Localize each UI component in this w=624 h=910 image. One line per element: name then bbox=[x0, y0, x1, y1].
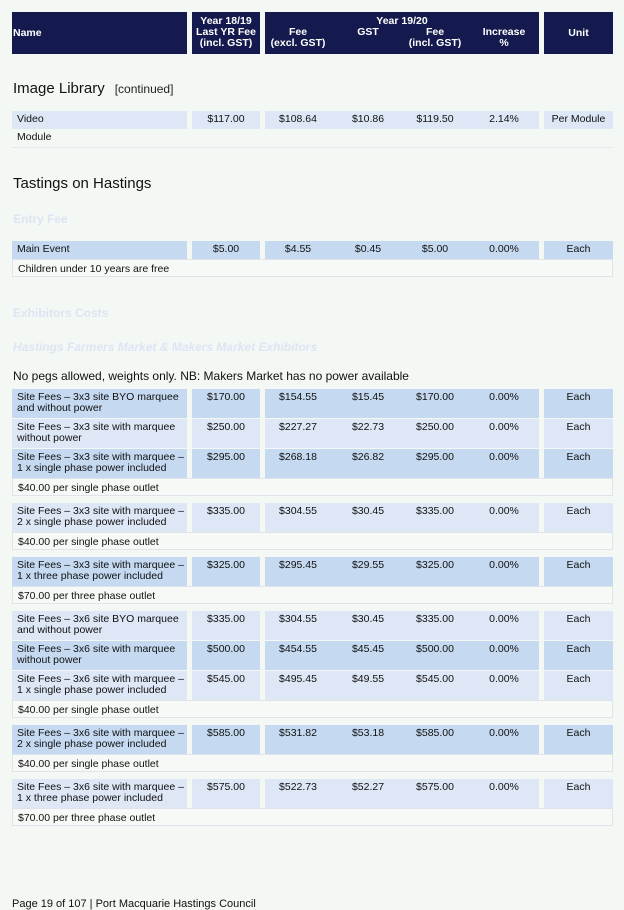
row-name-line: 2 x single phase power included bbox=[17, 516, 167, 528]
row-fee-excl: $268.18 bbox=[279, 451, 317, 463]
row-fee-incl: $545.00 bbox=[416, 673, 454, 685]
header-last-year-3: (incl. GST) bbox=[199, 37, 253, 49]
row-increase: 0.00% bbox=[489, 559, 519, 571]
row-gst: $0.45 bbox=[354, 243, 382, 255]
header-year-group bbox=[265, 12, 539, 54]
fee-row bbox=[12, 557, 613, 586]
row-gst: $30.45 bbox=[351, 613, 385, 625]
row-increase: 0.00% bbox=[489, 727, 519, 739]
row-note-text: $70.00 per three phase outlet bbox=[18, 590, 156, 602]
row-gst: $26.82 bbox=[351, 451, 385, 463]
row-unit: Each bbox=[566, 451, 591, 463]
row-note bbox=[12, 754, 613, 772]
row-name-line: Module bbox=[17, 131, 52, 143]
row-fee-excl: $304.55 bbox=[279, 505, 317, 517]
row-fee-excl: $454.55 bbox=[279, 643, 317, 655]
header-fee-excl-2: (excl. GST) bbox=[270, 37, 326, 49]
row-name-line: 1 x single phase power included bbox=[17, 684, 167, 696]
row-increase: 0.00% bbox=[489, 613, 519, 625]
row-note-text: Children under 10 years are free bbox=[18, 263, 170, 275]
farmers-market-heading: Hastings Farmers Market & Makers Market Exhibitors bbox=[13, 340, 318, 354]
exhibitors-costs-heading: Exhibitors Costs bbox=[13, 306, 109, 320]
entry-fee-heading: Entry Fee bbox=[13, 212, 68, 226]
row-name-line: Site Fees – 3x3 site with marquee – bbox=[17, 451, 184, 463]
row-name-line: Site Fees – 3x6 site with marquee – bbox=[17, 673, 184, 685]
row-note bbox=[12, 478, 613, 496]
row-unit: Each bbox=[566, 613, 591, 625]
row-fee-incl: $5.00 bbox=[421, 243, 449, 255]
row-name-line: Site Fees – 3x3 site with marquee – bbox=[17, 559, 184, 571]
row-note bbox=[12, 700, 613, 718]
row-fee-incl: $585.00 bbox=[416, 727, 454, 739]
row-unit: Per Module bbox=[551, 113, 606, 125]
row-note-text: $40.00 per single phase outlet bbox=[18, 482, 159, 494]
row-note-text: $40.00 per single phase outlet bbox=[18, 536, 159, 548]
header-fee-incl-1: Fee bbox=[425, 26, 445, 38]
header-name-col bbox=[12, 12, 187, 54]
fee-row bbox=[12, 671, 613, 700]
row-gst: $52.27 bbox=[351, 781, 385, 793]
row-name-line: Site Fees – 3x6 site with marquee – bbox=[17, 727, 184, 739]
row-note-text: $40.00 per single phase outlet bbox=[18, 758, 159, 770]
row-fee-incl: $335.00 bbox=[416, 613, 454, 625]
row-gst: $45.45 bbox=[351, 643, 385, 655]
row-name-line: Site Fees – 3x6 site with marquee – bbox=[17, 781, 184, 793]
row-name-line: Main Event bbox=[17, 243, 70, 255]
row-fee-incl: $170.00 bbox=[416, 391, 454, 403]
row-name-line: 1 x three phase power included bbox=[17, 792, 163, 804]
row-fee-incl: $335.00 bbox=[416, 505, 454, 517]
row-unit: Each bbox=[566, 643, 591, 655]
header-unit: Unit bbox=[568, 27, 589, 39]
row-fee-incl: $325.00 bbox=[416, 559, 454, 571]
section-title-tastings: Tastings on Hastings bbox=[13, 175, 152, 192]
row-unit: Each bbox=[566, 781, 591, 793]
row-increase: 0.00% bbox=[489, 391, 519, 403]
fee-row bbox=[12, 503, 613, 532]
row-increase: 0.00% bbox=[489, 643, 519, 655]
row-name-line: 1 x three phase power included bbox=[17, 570, 163, 582]
row-unit: Each bbox=[566, 391, 591, 403]
row-divider bbox=[12, 147, 613, 148]
row-gst: $22.73 bbox=[351, 421, 385, 433]
row-gst: $29.55 bbox=[351, 559, 385, 571]
row-gst: $49.55 bbox=[351, 673, 385, 685]
row-name-line: and without power bbox=[17, 402, 103, 414]
header-fee-incl-2: (incl. GST) bbox=[408, 37, 462, 49]
header-year-group-label: Year 19/20 bbox=[376, 15, 428, 27]
fee-row bbox=[12, 779, 613, 808]
row-last-year-fee: $545.00 bbox=[207, 673, 245, 685]
row-unit: Each bbox=[566, 421, 591, 433]
row-note-text: $70.00 per three phase outlet bbox=[18, 812, 156, 824]
row-unit: Each bbox=[566, 505, 591, 517]
fee-row bbox=[12, 725, 613, 754]
row-fee-incl: $250.00 bbox=[416, 421, 454, 433]
row-last-year-fee: $585.00 bbox=[207, 727, 245, 739]
header-last-year-2: Last YR Fee bbox=[196, 26, 256, 38]
fee-row bbox=[12, 111, 613, 143]
fee-row bbox=[12, 389, 613, 418]
row-fee-excl: $304.55 bbox=[279, 613, 317, 625]
fee-row bbox=[12, 419, 613, 448]
row-last-year-fee: $575.00 bbox=[207, 781, 245, 793]
row-name-line: and without power bbox=[17, 624, 103, 636]
fee-row bbox=[12, 449, 613, 478]
row-name-line: 1 x single phase power included bbox=[17, 462, 167, 474]
row-fee-excl: $531.82 bbox=[279, 727, 317, 739]
header-last-year-col bbox=[192, 12, 260, 54]
row-gst: $15.45 bbox=[351, 391, 385, 403]
row-increase: 0.00% bbox=[489, 673, 519, 685]
row-last-year-fee: $295.00 bbox=[207, 451, 245, 463]
image-library-subtitle: [continued] bbox=[114, 82, 174, 96]
header-last-year-1: Year 18/19 bbox=[200, 15, 252, 27]
header-increase-1: Increase bbox=[482, 26, 526, 38]
row-name-line: Site Fees – 3x3 site BYO marquee bbox=[17, 391, 179, 403]
row-name-line: Video bbox=[17, 113, 44, 125]
row-fee-incl: $119.50 bbox=[416, 113, 454, 125]
row-fee-excl: $227.27 bbox=[279, 421, 317, 433]
farmers-market-note: No pegs allowed, weights only. NB: Makers Market has no power available bbox=[13, 369, 409, 383]
row-note bbox=[12, 808, 613, 826]
header-fee-excl-1: Fee bbox=[288, 26, 308, 38]
row-increase: 0.00% bbox=[489, 781, 519, 793]
row-increase: 0.00% bbox=[489, 451, 519, 463]
row-last-year-fee: $117.00 bbox=[207, 113, 245, 125]
row-fee-excl: $522.73 bbox=[279, 781, 317, 793]
row-last-year-fee: $335.00 bbox=[207, 505, 245, 517]
row-fee-incl: $575.00 bbox=[416, 781, 454, 793]
row-unit: Each bbox=[566, 673, 591, 685]
row-last-year-fee: $250.00 bbox=[207, 421, 245, 433]
header-unit-col bbox=[544, 12, 613, 54]
row-fee-incl: $500.00 bbox=[416, 643, 454, 655]
fee-row bbox=[12, 241, 613, 259]
row-unit: Each bbox=[566, 243, 591, 255]
row-name-line: without power bbox=[17, 432, 82, 444]
row-gst: $30.45 bbox=[351, 505, 385, 517]
row-increase: 0.00% bbox=[489, 243, 519, 255]
image-library-title: Image Library bbox=[13, 80, 105, 97]
row-name-line: without power bbox=[17, 654, 82, 666]
row-fee-incl: $295.00 bbox=[416, 451, 454, 463]
row-gst: $10.86 bbox=[351, 113, 385, 125]
row-name-line: Site Fees – 3x6 site with marquee bbox=[17, 643, 176, 655]
row-last-year-fee: $5.00 bbox=[212, 243, 240, 255]
row-increase: 0.00% bbox=[489, 421, 519, 433]
row-unit: Each bbox=[566, 559, 591, 571]
row-increase: 0.00% bbox=[489, 505, 519, 517]
row-name-line: Site Fees – 3x3 site with marquee – bbox=[17, 505, 184, 517]
row-fee-excl: $4.55 bbox=[284, 243, 312, 255]
header-gst: GST bbox=[357, 26, 379, 38]
header-increase-2: % bbox=[499, 37, 509, 49]
row-note bbox=[12, 259, 613, 277]
row-note-text: $40.00 per single phase outlet bbox=[18, 704, 159, 716]
page-footer: Page 19 of 107 | Port Macquarie Hastings Council bbox=[12, 898, 256, 910]
row-last-year-fee: $325.00 bbox=[207, 559, 245, 571]
row-note bbox=[12, 532, 613, 550]
row-name-line: Site Fees – 3x6 site BYO marquee bbox=[17, 613, 179, 625]
row-increase: 2.14% bbox=[489, 113, 519, 125]
fee-row bbox=[12, 641, 613, 670]
row-last-year-fee: $170.00 bbox=[207, 391, 245, 403]
row-last-year-fee: $335.00 bbox=[207, 613, 245, 625]
row-fee-excl: $154.55 bbox=[279, 391, 317, 403]
row-gst: $53.18 bbox=[351, 727, 385, 739]
section-title-image-library bbox=[13, 80, 173, 97]
row-fee-excl: $295.45 bbox=[279, 559, 317, 571]
row-unit: Each bbox=[566, 727, 591, 739]
row-fee-excl: $495.45 bbox=[279, 673, 317, 685]
row-note bbox=[12, 586, 613, 604]
header-name: Name bbox=[13, 27, 42, 39]
row-last-year-fee: $500.00 bbox=[207, 643, 245, 655]
row-name-line: Site Fees – 3x3 site with marquee bbox=[17, 421, 176, 433]
fee-row bbox=[12, 611, 613, 640]
row-fee-excl: $108.64 bbox=[279, 113, 317, 125]
row-name-line: 2 x single phase power included bbox=[17, 738, 167, 750]
